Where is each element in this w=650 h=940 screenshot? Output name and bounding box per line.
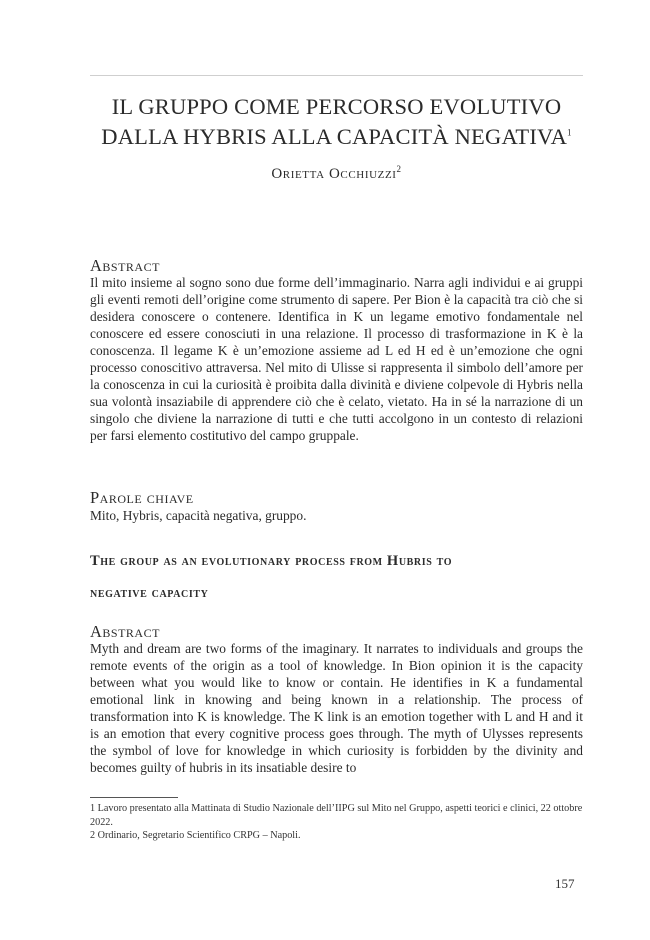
abstract-en-heading: Abstract — [90, 622, 160, 641]
abstract-it-text: Il mito insieme al sogno sono due forme dell’immaginario. Narra agli individui e ai gruppi gli eventi remoti dell’origine come strumento di sapere. Per Bion è la capacità tra ciò che si desidera conoscere o contenere. Identifica in K un legame emotivo fondamentale nel conoscere ed essere conosciuti in una relazione. Il processo di trasformazione in K è la conoscenza. Il legame K è un’emozione assieme ad L ed H ed è un’emozione che ogni processo conoscitivo attraversa. Nel mito di Ulisse si rappresenta il simbolo dell’amore per la conoscenza in cui la curiosità è proibita dalla divinità e diviene colpevole di Hybris nella sua volontà insaziabile di apprendere ciò che è celato, vietato. Ha in sé la narrazione di un singolo che diviene la narrazione di tutti e che tutti accolgono in un contesto di relazioni per farsi elemento costitutivo del campo gruppale. — [90, 275, 583, 443]
author-footnote-mark: 2 — [396, 164, 402, 174]
english-title — [90, 545, 583, 609]
title-line-2: DALLA HYBRIS ALLA CAPACITÀ NEGATIVA$^1$ — [101, 124, 572, 149]
english-title-line-2: negative capacity — [90, 585, 209, 601]
title-footnote-mark: 1 — [567, 127, 572, 138]
footnotes — [90, 802, 583, 843]
abstract-en-text: Myth and dream are two forms of the imaginary. It narrates to individuals and groups the remote events of the origin as a tool of knowledge. In Bion opinion it is the capacity between what you would like to know or contain. He identifies in K a fundamental emotional link in knowing and being known in a relationship. The process of transformation into K is knowledge. The K link is an emotion together with L and H and it is an emotion that every cognitive process goes through. The myth of Ulysses represents the symbol of love for knowledge in which curiosity is forbidden by the divinity and becomes guilty of hubris in its insatiable desire to — [90, 641, 583, 775]
english-title-line-1: The group as an evolutionary process from Hubris to — [90, 553, 453, 569]
footnote-2: 2 Ordinario, Segretario Scientifico CRPG – Napoli. — [90, 830, 301, 841]
footnote-1: 1 Lavoro presentato alla Mattinata di Studio Nazionale dell’IIPG sul Mito nel Gruppo, aspetti teorici e clinici, 22 ottobre 2022. — [90, 803, 583, 828]
article-title — [60, 92, 613, 152]
author-name: Orietta Occhiuzzi$^2$ — [271, 164, 402, 182]
header-rule — [90, 75, 583, 76]
title-line-1: IL GRUPPO COME PERCORSO EVOLUTIVO — [111, 94, 562, 119]
page-number: 157 — [555, 876, 575, 891]
keywords-text: Mito, Hybris, capacità negativa, gruppo. — [90, 508, 307, 523]
keywords-heading: Parole chiave — [90, 488, 194, 507]
footnote-rule — [90, 797, 178, 798]
abstract-it-heading: Abstract — [90, 256, 160, 275]
